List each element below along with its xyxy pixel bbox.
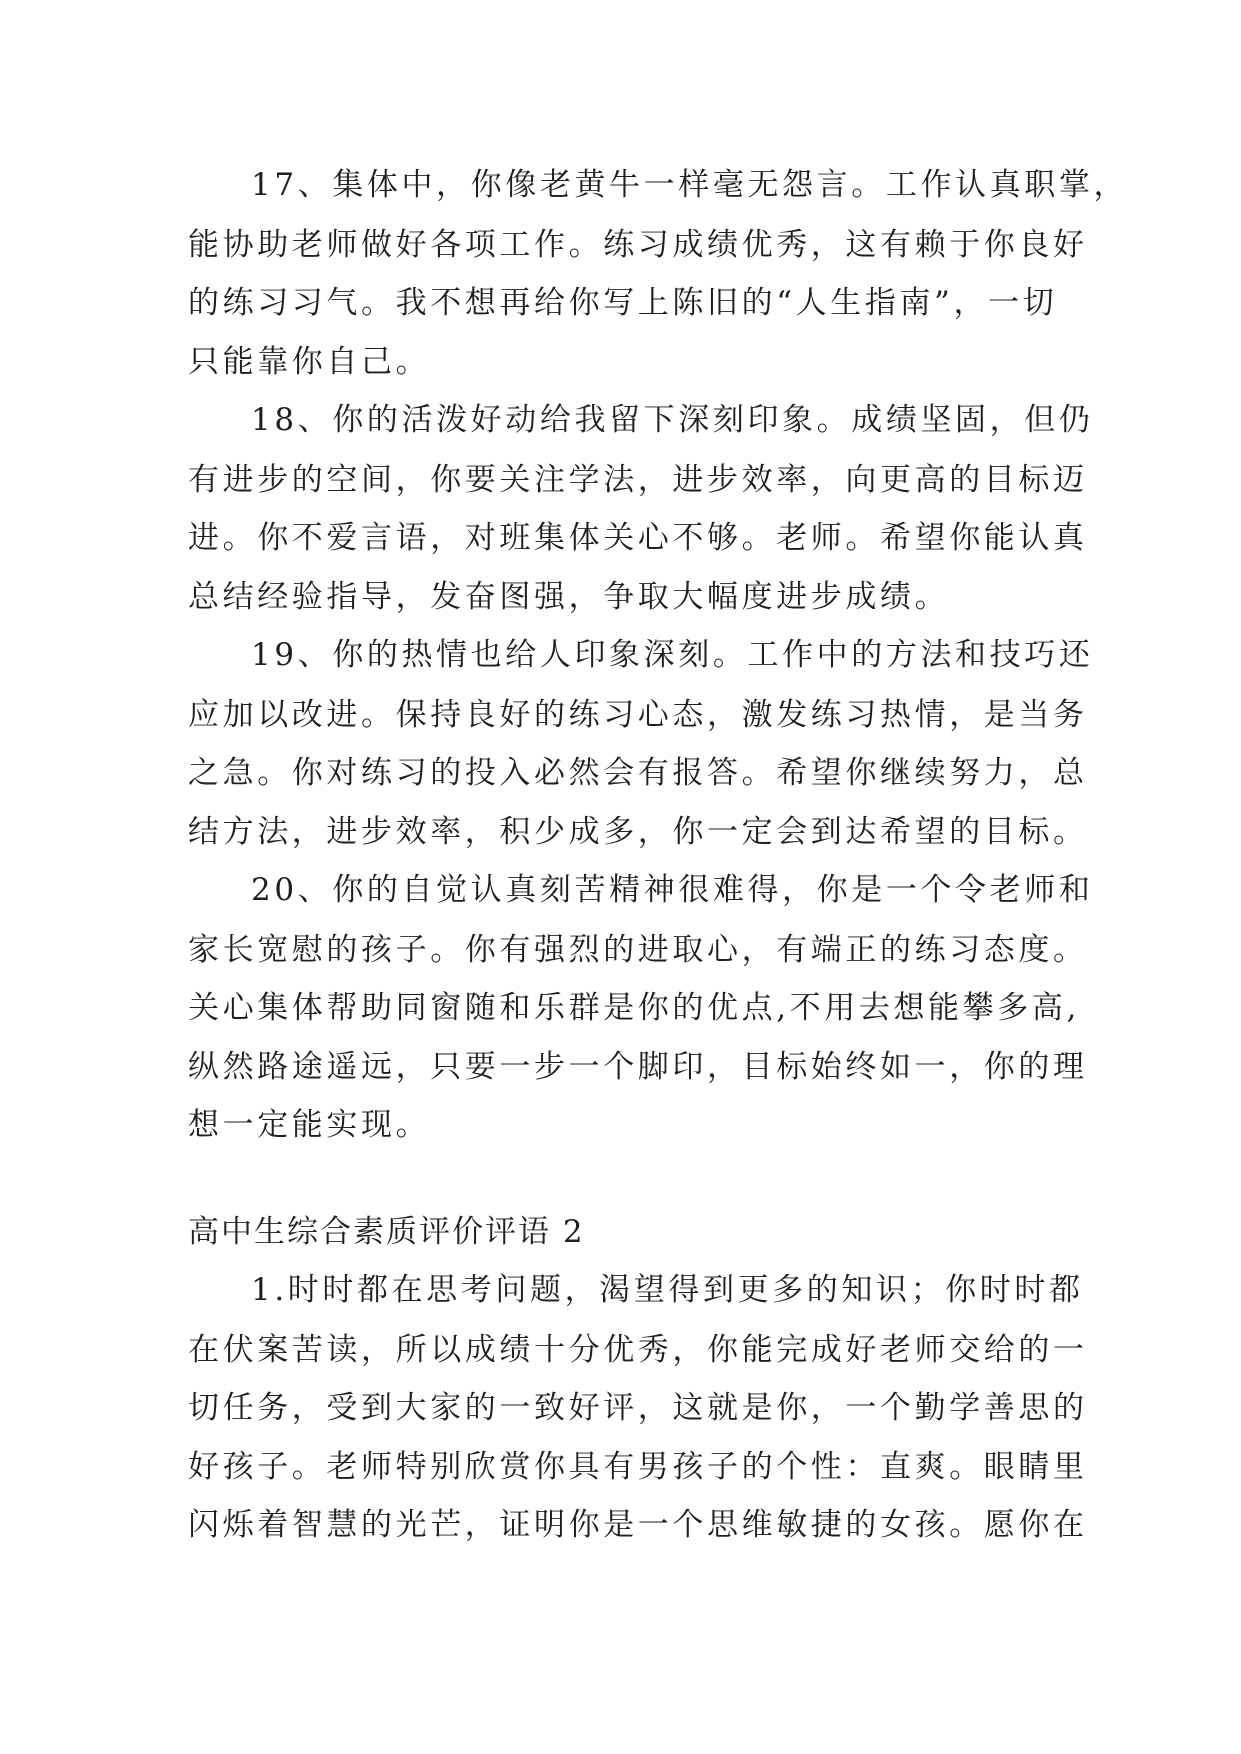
section-paragraph-1-line-5: 闪烁着智慧的光芒，证明你是一个思维敏捷的女孩。愿你在 <box>188 1507 1088 1543</box>
section-paragraph-1-line-1: 1.时时都在思考问题，渴望得到更多的知识；你时时都 <box>251 1272 1084 1308</box>
paragraph-18-line-1: 18、你的活泼好动给我留下深刻印象。成绩坚固，但仍 <box>251 402 1094 438</box>
paragraph-20-line-4: 纵然路途遥远，只要一步一个脚印，目标始终如一，你的理 <box>188 1049 1088 1085</box>
paragraph-18-line-2: 有进步的空间，你要关注学法，进步效率，向更高的目标迈 <box>188 462 1088 498</box>
section-paragraph-1-line-4: 好孩子。老师特别欣赏你具有男孩子的个性：直爽。眼睛里 <box>188 1449 1088 1485</box>
paragraph-20-line-3: 关心集体帮助同窗随和乐群是你的优点,不用去想能攀多高, <box>188 990 1080 1026</box>
paragraph-20-line-5: 想一定能实现。 <box>188 1107 431 1143</box>
paragraph-17-line-3: 的练习习气。我不想再给你写上陈旧的“人生指南”，一切 <box>188 285 1058 321</box>
section-title: 高中生综合素质评价评语 2 <box>188 1214 585 1250</box>
section-paragraph-1-line-3: 切任务，受到大家的一致好评，这就是你，一个勤学善思的 <box>188 1390 1088 1426</box>
paragraph-19-line-4: 结方法，进步效率，积少成多，你一定会到达希望的目标。 <box>188 814 1088 850</box>
paragraph-19-line-3: 之急。你对练习的投入必然会有报答。希望你继续努力，总 <box>188 755 1088 791</box>
paragraph-18-line-4: 总结经验指导，发奋图强，争取大幅度进步成绩。 <box>188 579 950 615</box>
section-paragraph-1-line-2: 在伏案苦读，所以成绩十分优秀，你能完成好老师交给的一 <box>188 1332 1088 1368</box>
paragraph-20-line-2: 家长宽慰的孩子。你有强烈的进取心，有端正的练习态度。 <box>188 932 1088 968</box>
paragraph-17-line-1: 17、集体中，你像老黄牛一样毫无怨言。工作认真职掌， <box>251 167 1129 203</box>
paragraph-19-line-2: 应加以改进。保持良好的练习心态，激发练习热情，是当务 <box>188 697 1088 733</box>
paragraph-20-line-1: 20、你的自觉认真刻苦精神很难得，你是一个令老师和 <box>251 872 1094 908</box>
paragraph-17-line-4: 只能靠你自己。 <box>188 344 431 380</box>
paragraph-18-line-3: 进。你不爱言语，对班集体关心不够。老师。希望你能认真 <box>188 520 1088 556</box>
paragraph-17-line-2: 能协助老师做好各项工作。练习成绩优秀，这有赖于你良好 <box>188 227 1088 263</box>
paragraph-19-line-1: 19、你的热情也给人印象深刻。工作中的方法和技巧还 <box>251 637 1094 673</box>
